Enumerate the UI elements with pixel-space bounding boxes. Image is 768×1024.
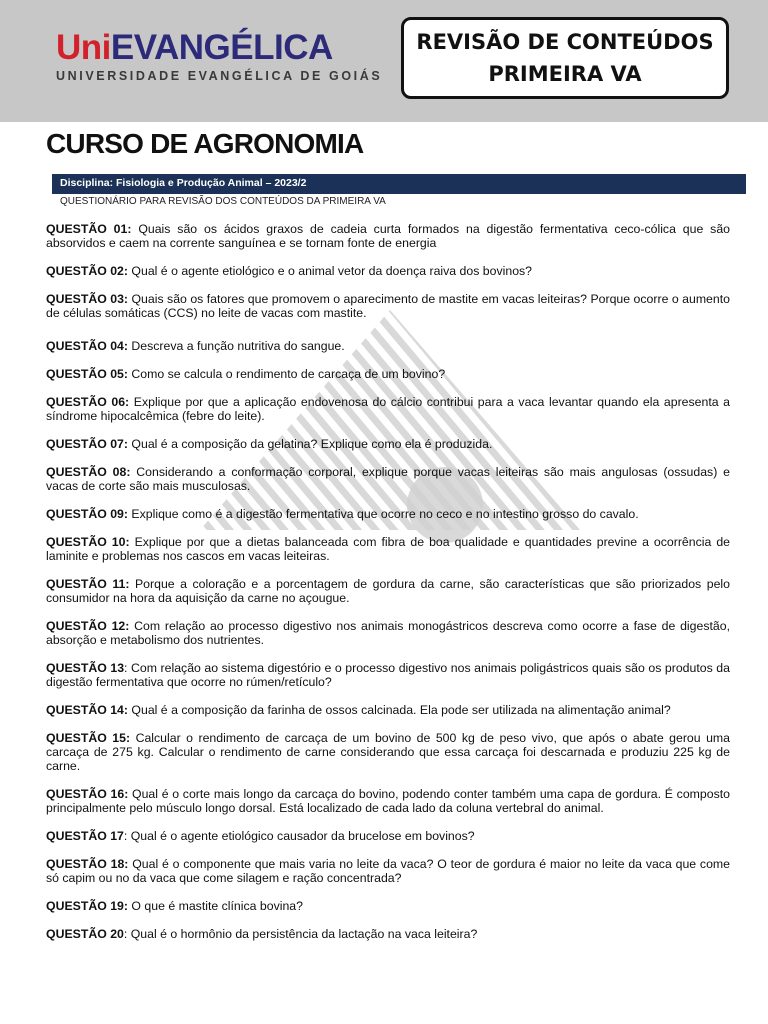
question-item (46, 899, 730, 913)
question-label: QUESTÃO 08: (46, 465, 131, 479)
question-text: Qual é o agente etiológico e o animal vetor da doença raiva dos bovinos? (128, 264, 533, 278)
question-label: QUESTÃO 14: (46, 703, 128, 717)
question-label: QUESTÃO 12: (46, 619, 130, 633)
question-text: Como se calcula o rendimento de carcaça de um bovino? (128, 367, 446, 381)
question-item (46, 787, 730, 815)
university-logo (56, 30, 382, 83)
question-text: Porque a coloração e a porcentagem de gordura da carne, são características que são priorizados pelo consumidor na hora da aquisição da carne no açougue. (46, 577, 730, 605)
question-item (46, 222, 730, 250)
question-text: Explique por que a aplicação endovenosa do cálcio contribui para a vaca levantar quando ela apresenta a síndrome hipocalcêmica (febre do leite). (46, 395, 731, 423)
logo-evangelica: EVANGÉLICA (110, 28, 333, 67)
question-label: QUESTÃO 02: (46, 264, 128, 278)
question-text: : Qual é o hormônio da persistência da lactação na vaca leiteira? (123, 927, 478, 941)
question-text: Explique por que a dietas balanceada com fibra de boa qualidade e quantidades previne a ocorrência de laminite e problemas nos cascos em vacas leiteiras. (46, 535, 730, 563)
review-title-box (401, 17, 729, 99)
question-label: QUESTÃO 07: (46, 437, 128, 451)
question-label: QUESTÃO 03: (46, 292, 129, 306)
question-text: Explique como é a digestão fermentativa que ocorre no ceco e no intestino grosso do cavalo. (128, 507, 639, 521)
question-label: QUESTÃO 13 (46, 661, 125, 675)
question-item (46, 927, 730, 941)
question-item (46, 857, 730, 885)
question-item (46, 367, 730, 381)
logo-subtitle: UNIVERSIDADE EVANGÉLICA DE GOIÁS (56, 69, 383, 83)
question-text: O que é mastite clínica bovina? (128, 899, 303, 913)
question-label: QUESTÃO 18: (46, 857, 129, 871)
question-text: Considerando a conformação corporal, explique porque vacas leiteiras são mais angulosas (ossudas) e vacas de corte são mais musculosas. (46, 465, 730, 493)
question-item (46, 395, 730, 423)
question-label: QUESTÃO 16: (46, 787, 129, 801)
discipline-label: Disciplina: Fisiologia e Produção Animal – 2023/2 (60, 177, 307, 189)
question-item (46, 731, 730, 773)
question-label: QUESTÃO 04: (46, 339, 128, 353)
question-text: : Com relação ao sistema digestório e o processo digestivo nos animais poligástricos quais são os produtos da digestão fermentativa que ocorre no rúmen/retículo? (46, 661, 730, 689)
question-label: QUESTÃO 09: (46, 507, 128, 521)
question-text: Com relação ao processo digestivo nos animais monogástricos descreva como ocorre a fase de digestão, absorção e metabolismo dos nutrientes. (46, 619, 730, 647)
logo-wordmark (56, 30, 382, 65)
question-text: Descreva a função nutritiva do sangue. (128, 339, 345, 353)
question-text: Qual é a composição da farinha de ossos calcinada. Ela pode ser utilizada na alimentação animal? (128, 703, 671, 717)
question-item (46, 507, 730, 521)
question-item (46, 437, 730, 451)
question-item (46, 577, 730, 605)
question-text: : Qual é o agente etiológico causador da brucelose em bovinos? (123, 829, 475, 843)
logo-uni: Uni (56, 28, 111, 67)
question-item (46, 619, 730, 647)
question-text: Quais são os ácidos graxos de cadeia curta formados na digestão fermentativa ceco-cólica que são absorvidos e caem na corrente sanguínea e se tornam fonte de energia (46, 222, 730, 250)
question-text: Qual é o corte mais longo da carcaça do bovino, podendo conter também uma capa de gordura. É composto principalmente pelo músculo longo dorsal. Está localizado de cada lado da coluna vertebral do animal. (46, 787, 730, 815)
question-text: Qual é a composição da gelatina? Explique como ela é produzida. (128, 437, 493, 451)
review-title-line1: REVISÃO DE CONTEÚDOS (416, 30, 714, 54)
question-item (46, 264, 730, 278)
question-item (46, 535, 730, 563)
question-text: Quais são os fatores que promovem o aparecimento de mastite em vacas leiteiras? Porque ocorre o aumento de células somáticas (CCS) no leite de vacas com mastite. (46, 292, 730, 320)
question-label: QUESTÃO 20 (46, 927, 124, 941)
questionnaire-subtitle: QUESTIONÁRIO PARA REVISÃO DOS CONTEÚDOS DA PRIMEIRA VA (60, 196, 386, 207)
question-text: Qual é o componente que mais varia no leite da vaca? O teor de gordura é maior no leite da vaca que come só capim ou no da vaca que come silagem e ração concentrada? (46, 857, 730, 885)
question-item (46, 292, 730, 320)
question-label: QUESTÃO 15: (46, 731, 131, 745)
question-label: QUESTÃO 11: (46, 577, 130, 591)
question-label: QUESTÃO 05: (46, 367, 128, 381)
course-title: CURSO DE AGRONOMIA (46, 128, 364, 159)
question-label: QUESTÃO 01: (46, 222, 132, 236)
question-label: QUESTÃO 17 (46, 829, 124, 843)
question-item (46, 829, 730, 843)
question-item (46, 661, 730, 689)
question-item (46, 703, 730, 717)
review-title-line2: PRIMEIRA VA (488, 62, 642, 86)
question-item (46, 465, 730, 493)
question-label: QUESTÃO 06: (46, 395, 130, 409)
question-label: QUESTÃO 19: (46, 899, 128, 913)
question-item (46, 339, 730, 353)
question-text: Calcular o rendimento de carcaça de um bovino de 500 kg de peso vivo, que após o abate gerou uma carcaça de 275 kg. Calcular o rendimento de carne considerando que essa carcaça foi descarnada e produziu 225 kg de carne. (46, 731, 731, 773)
question-label: QUESTÃO 10: (46, 535, 130, 549)
